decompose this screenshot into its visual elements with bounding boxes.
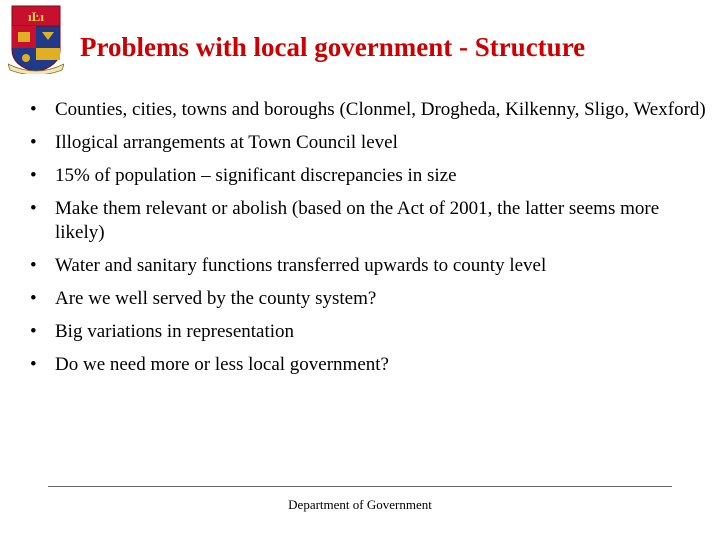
slide-title: Problems with local government - Structure [80, 32, 586, 62]
university-crest-logo [8, 4, 64, 74]
list-item [30, 254, 710, 278]
bullet-marker: • [30, 165, 37, 186]
list-item [30, 287, 710, 311]
bullet-marker: • [30, 198, 37, 219]
list-item [30, 164, 710, 188]
bullet-text: Are we well served by the county system? [55, 288, 377, 309]
footer-text: Department of Government [288, 497, 432, 512]
bullet-marker: • [30, 321, 37, 342]
list-item [30, 320, 710, 344]
bullet-text: Counties, cities, towns and boroughs (Clonmel, Drogheda, Kilkenny, Sligo, Wexford) [55, 99, 706, 120]
bullet-text: Make them relevant or abolish (based on the Act of 2001, the latter seems more likely) [55, 198, 660, 243]
bullet-text: Water and sanitary functions transferred upwards to county level [55, 255, 547, 276]
bullet-text: 15% of population – significant discrepancies in size [55, 165, 457, 186]
list-item [30, 131, 710, 155]
svg-text:ıĿı: ıĿı [28, 9, 44, 24]
bullet-marker: • [30, 132, 37, 153]
footer-divider [48, 486, 672, 487]
list-item [30, 98, 710, 122]
bullet-marker: • [30, 99, 37, 120]
bullet-marker: • [30, 255, 37, 276]
bullet-list [30, 98, 710, 386]
bullet-text: Illogical arrangements at Town Council level [55, 132, 398, 153]
bullet-text: Do we need more or less local government? [55, 354, 389, 375]
bullet-marker: • [30, 288, 37, 309]
bullet-marker: • [30, 354, 37, 375]
bullet-text: Big variations in representation [55, 321, 295, 342]
list-item [30, 353, 710, 377]
list-item [30, 197, 710, 245]
